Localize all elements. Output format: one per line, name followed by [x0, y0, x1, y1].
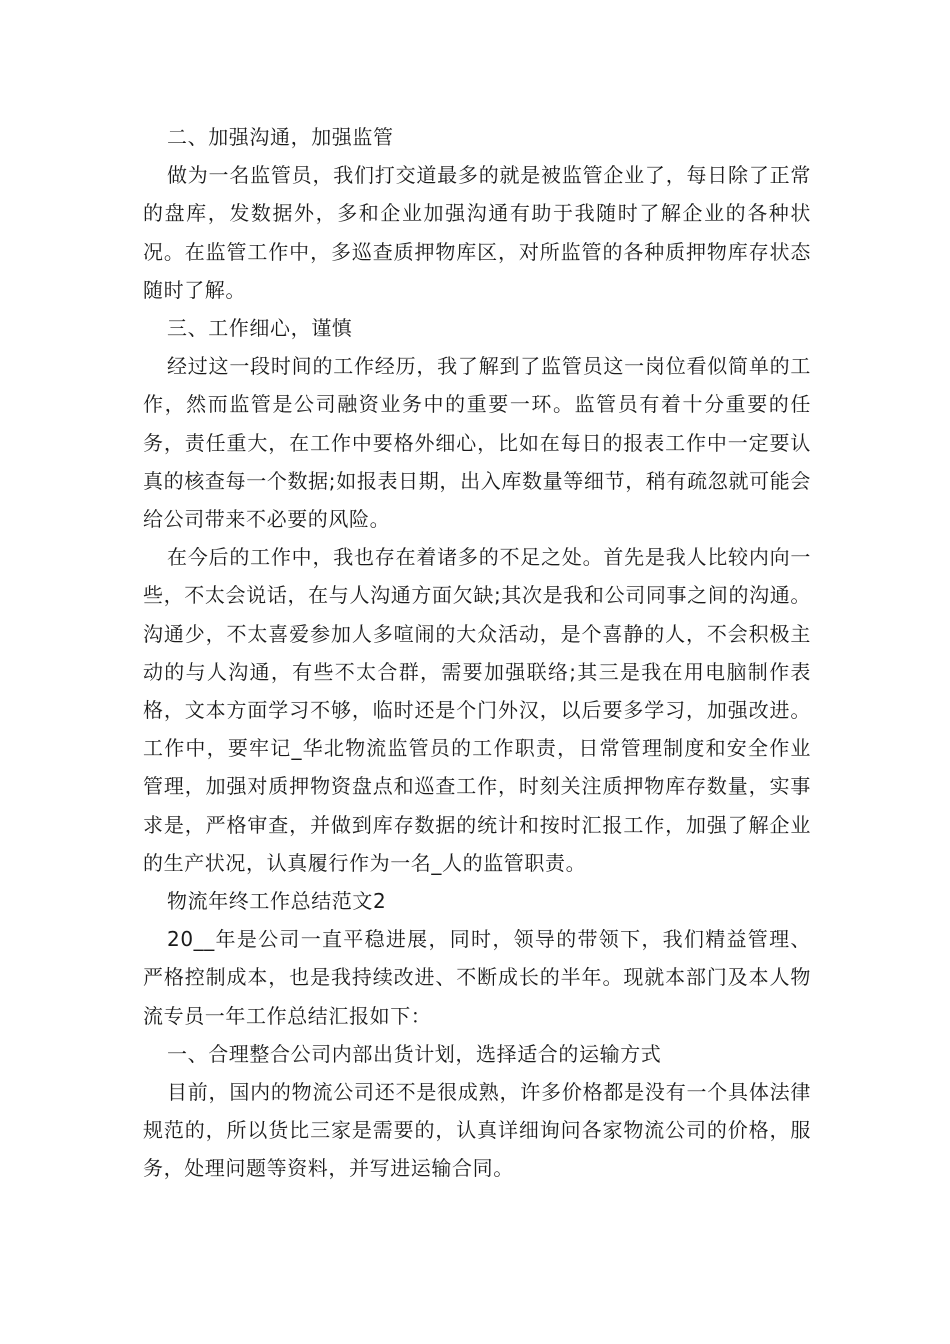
- paragraph-intro: 20__年是公司一直平稳进展，同时，领导的带领下，我们精益管理、严格控制成本，也是我持续改进、不断成长的半年。现就本部门及本人物流专员一年工作总结汇报如下：: [143, 927, 811, 1028]
- paragraph-careful: 经过这一段时间的工作经历，我了解到了监管员这一岗位看似简单的工作，然而监管是公司融资业务中的重要一环。监管员有着十分重要的任务，责任重大，在工作中要格外细心，比如在每日的报表工作中一定要认真的核查每一个数据;如报表日期，出入库数量等细节，稍有疏忽就可能会给公司带来不必要的风险。: [143, 354, 811, 532]
- article-title-2: 物流年终工作总结范文2: [167, 889, 387, 914]
- section-heading-careful: 三、工作细心，谨慎: [167, 316, 353, 341]
- paragraph-communication: 做为一名监管员，我们打交道最多的就是被监管企业了，每日除了正常的盘库，发数据外，多和企业加强沟通有助于我随时了解企业的各种状况。在监管工作中，多巡查质押物库区，对所监管的各种质押物库存状态随时了解。: [143, 163, 811, 302]
- section-heading-shipping: 一、合理整合公司内部出货计划，选择适合的运输方式: [167, 1041, 662, 1066]
- paragraph-shipping: 目前，国内的物流公司还不是很成熟，许多价格都是没有一个具体法律规范的，所以货比三家是需要的，认真详细询问各家物流公司的价格，服务，处理问题等资料，并写进运输合同。: [143, 1080, 811, 1181]
- section-heading-communication: 二、加强沟通，加强监管: [167, 125, 394, 149]
- document-body: [143, 118, 811, 1188]
- paragraph-shortcomings: 在今后的工作中，我也存在着诸多的不足之处。首先是我人比较内向一些，不太会说话，在与人沟通方面欠缺;其次是我和公司同事之间的沟通。沟通少，不太喜爱参加人多喧闹的大众活动，是个喜静的人，不会积极主动的与人沟通，有些不太合群，需要加强联络;其三是我在用电脑制作表格，文本方面学习不够，临时还是个门外汉，以后要多学习，加强改进。工作中，要牢记_华北物流监管员的工作职责，日常管理制度和安全作业管理，加强对质押物资盘点和巡查工作，时刻关注质押物库存数量，实事求是，严格审查，并做到库存数据的统计和按时汇报工作，加强了解企业的生产状况，认真履行作为一名_人的监管职责。: [143, 545, 811, 875]
